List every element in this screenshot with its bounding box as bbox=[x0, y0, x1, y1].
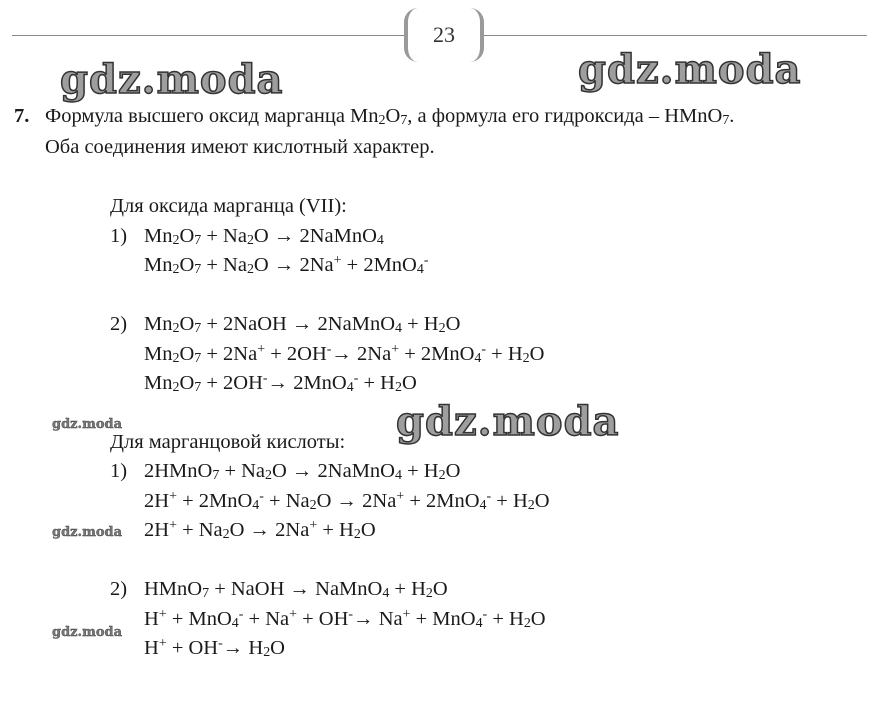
equation-line: H+ + OH-→ H2O bbox=[144, 636, 285, 661]
problem-text-line-1: Формула высшего оксид марганца Mn2O7, а формула его гидроксида – HMnO7. bbox=[45, 105, 735, 129]
item-label: 2) bbox=[110, 313, 128, 335]
equation-line: Mn2O7 + 2Na+ + 2OH-→ 2Na+ + 2MnO4- + H2O bbox=[144, 342, 545, 367]
watermark: gdz.moda bbox=[60, 56, 284, 103]
equation-line: Mn2O7 + Na2O → 2NaMnO4 bbox=[144, 225, 384, 249]
header-rule-left bbox=[12, 35, 405, 36]
equation-line: 2H+ + 2MnO4- + Na2O → 2Na+ + 2MnO4- + H2O bbox=[144, 489, 550, 514]
watermark-small: gdz.moda bbox=[52, 625, 123, 640]
equation-line: HMnO7 + NaOH → NaMnO4 + H2O bbox=[144, 578, 448, 602]
equation-line: 2HMnO7 + Na2O → 2NaMnO4 + H2O bbox=[144, 460, 461, 484]
problem-text-line-2: Оба соединения имеют кислотный характер. bbox=[45, 136, 435, 158]
page-number: 23 bbox=[433, 22, 455, 47]
equation-line: 2H+ + Na2O → 2Na+ + H2O bbox=[144, 518, 376, 543]
equation-line: Mn2O7 + 2NaOH → 2NaMnO4 + H2O bbox=[144, 313, 461, 337]
equation-line: Mn2O7 + 2OH-→ 2MnO4- + H2O bbox=[144, 371, 417, 396]
problem-number: 7. bbox=[14, 105, 30, 127]
equation-line: Mn2O7 + Na2O → 2Na+ + 2MnO4- bbox=[144, 253, 429, 278]
item-label: 2) bbox=[110, 578, 128, 600]
header-rule-right bbox=[484, 35, 867, 36]
watermark: gdz.moda bbox=[396, 398, 620, 445]
page-number-frame bbox=[404, 8, 484, 62]
watermark-small: gdz.moda bbox=[52, 417, 123, 432]
section-heading-oxide: Для оксида марганца (VII): bbox=[110, 195, 347, 217]
watermark: gdz.moda bbox=[578, 46, 802, 93]
equation-line: H+ + MnO4- + Na+ + OH-→ Na+ + MnO4- + H2O bbox=[144, 607, 546, 632]
watermark-small: gdz.moda bbox=[52, 525, 123, 540]
item-label: 1) bbox=[110, 460, 128, 482]
item-label: 1) bbox=[110, 225, 128, 247]
section-heading-acid: Для марганцовой кислоты: bbox=[110, 431, 346, 453]
